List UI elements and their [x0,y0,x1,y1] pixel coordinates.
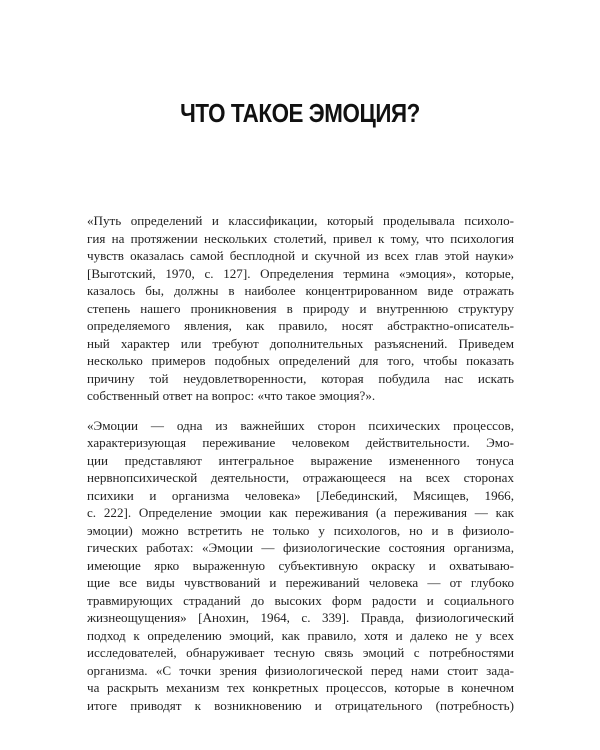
text-line: психики и организма человека» [Лебединский, Мясищев, 1966, [87,487,514,503]
chapter-title: ЧТО ТАКОЕ ЭМОЦИЯ? [180,98,420,128]
text-line: несколько примеров подобных определений для того, чтобы показать [87,353,514,368]
text-line: [Выготский, 1970, с. 127]. Определения термина «эмоция», которые, [87,265,514,281]
body-text [87,212,514,726]
text-line: гических работах: «Эмоции — физиологические состояния организма, [87,540,514,555]
text-line: подход к определению эмоций, как правило, хотя и далеко не у всех [87,627,514,643]
text-line: собственный ответ на вопрос: «что такое эмоция?». [87,388,376,403]
text-line: чувств оказалась самой бесплодной и скучной из всех глав этой науки» [87,248,514,263]
text-line: «Путь определений и классификации, который проделывала психоло- [87,213,514,228]
text-line: нервнопсихической деятельности, отражающееся на всех сторонах [87,470,514,485]
text-line: организма. «С точки зрения физиологической перед нами стоит зада- [87,662,514,678]
text-line: ции представляют интегральное выражение измененного тонуса [87,452,514,468]
text-line: жизнеощущения» [Анохин, 1964, с. 339]. Правда, физиологический [87,610,514,625]
text-line: определяемого явления, как правило, носят абстрактно-описатель- [87,318,514,333]
text-line: причину той неудовлетворенности, которая побудила нас искать [87,370,514,386]
paragraph-2 [87,417,514,715]
text-line: травмирующих страданий до высоких форм радости и социального [87,592,514,608]
text-line: с. 222]. Определение эмоции как переживания (а переживания — как [87,505,514,520]
text-line: гия на протяжении нескольких столетий, привел к тому, что психология [87,230,514,246]
text-line: итоге приводят к возникновению и отрицательного (потребность) [87,697,514,713]
text-line: исследователей, обнаруживает тесную связь эмоций с потребностями [87,645,514,660]
text-line: ча раскрыть механизм тех конкретных процессов, которые в конечном [87,680,514,695]
text-line: имеющие ярко выраженную субъективную окраску и охватываю- [87,557,514,573]
text-line: характеризующая переживание человеком действительности. Эмо- [87,435,514,450]
paragraph-1 [87,212,514,405]
text-line: ный характер или требуют дополнительных разъяснений. Приведем [87,335,514,351]
text-line: щие все виды чувствований и переживаний человека — от глубоко [87,575,514,590]
text-line: «Эмоции — одна из важнейших сторон психических процессов, [87,417,514,433]
text-line: эмоции) можно встретить не только у психологов, но и в физиоло- [87,522,514,538]
text-line: степень нашего проникновения в природу и внутреннюю структуру [87,300,514,316]
text-line: казалось бы, должны в наиболее концентрированном виде отражать [87,283,514,298]
